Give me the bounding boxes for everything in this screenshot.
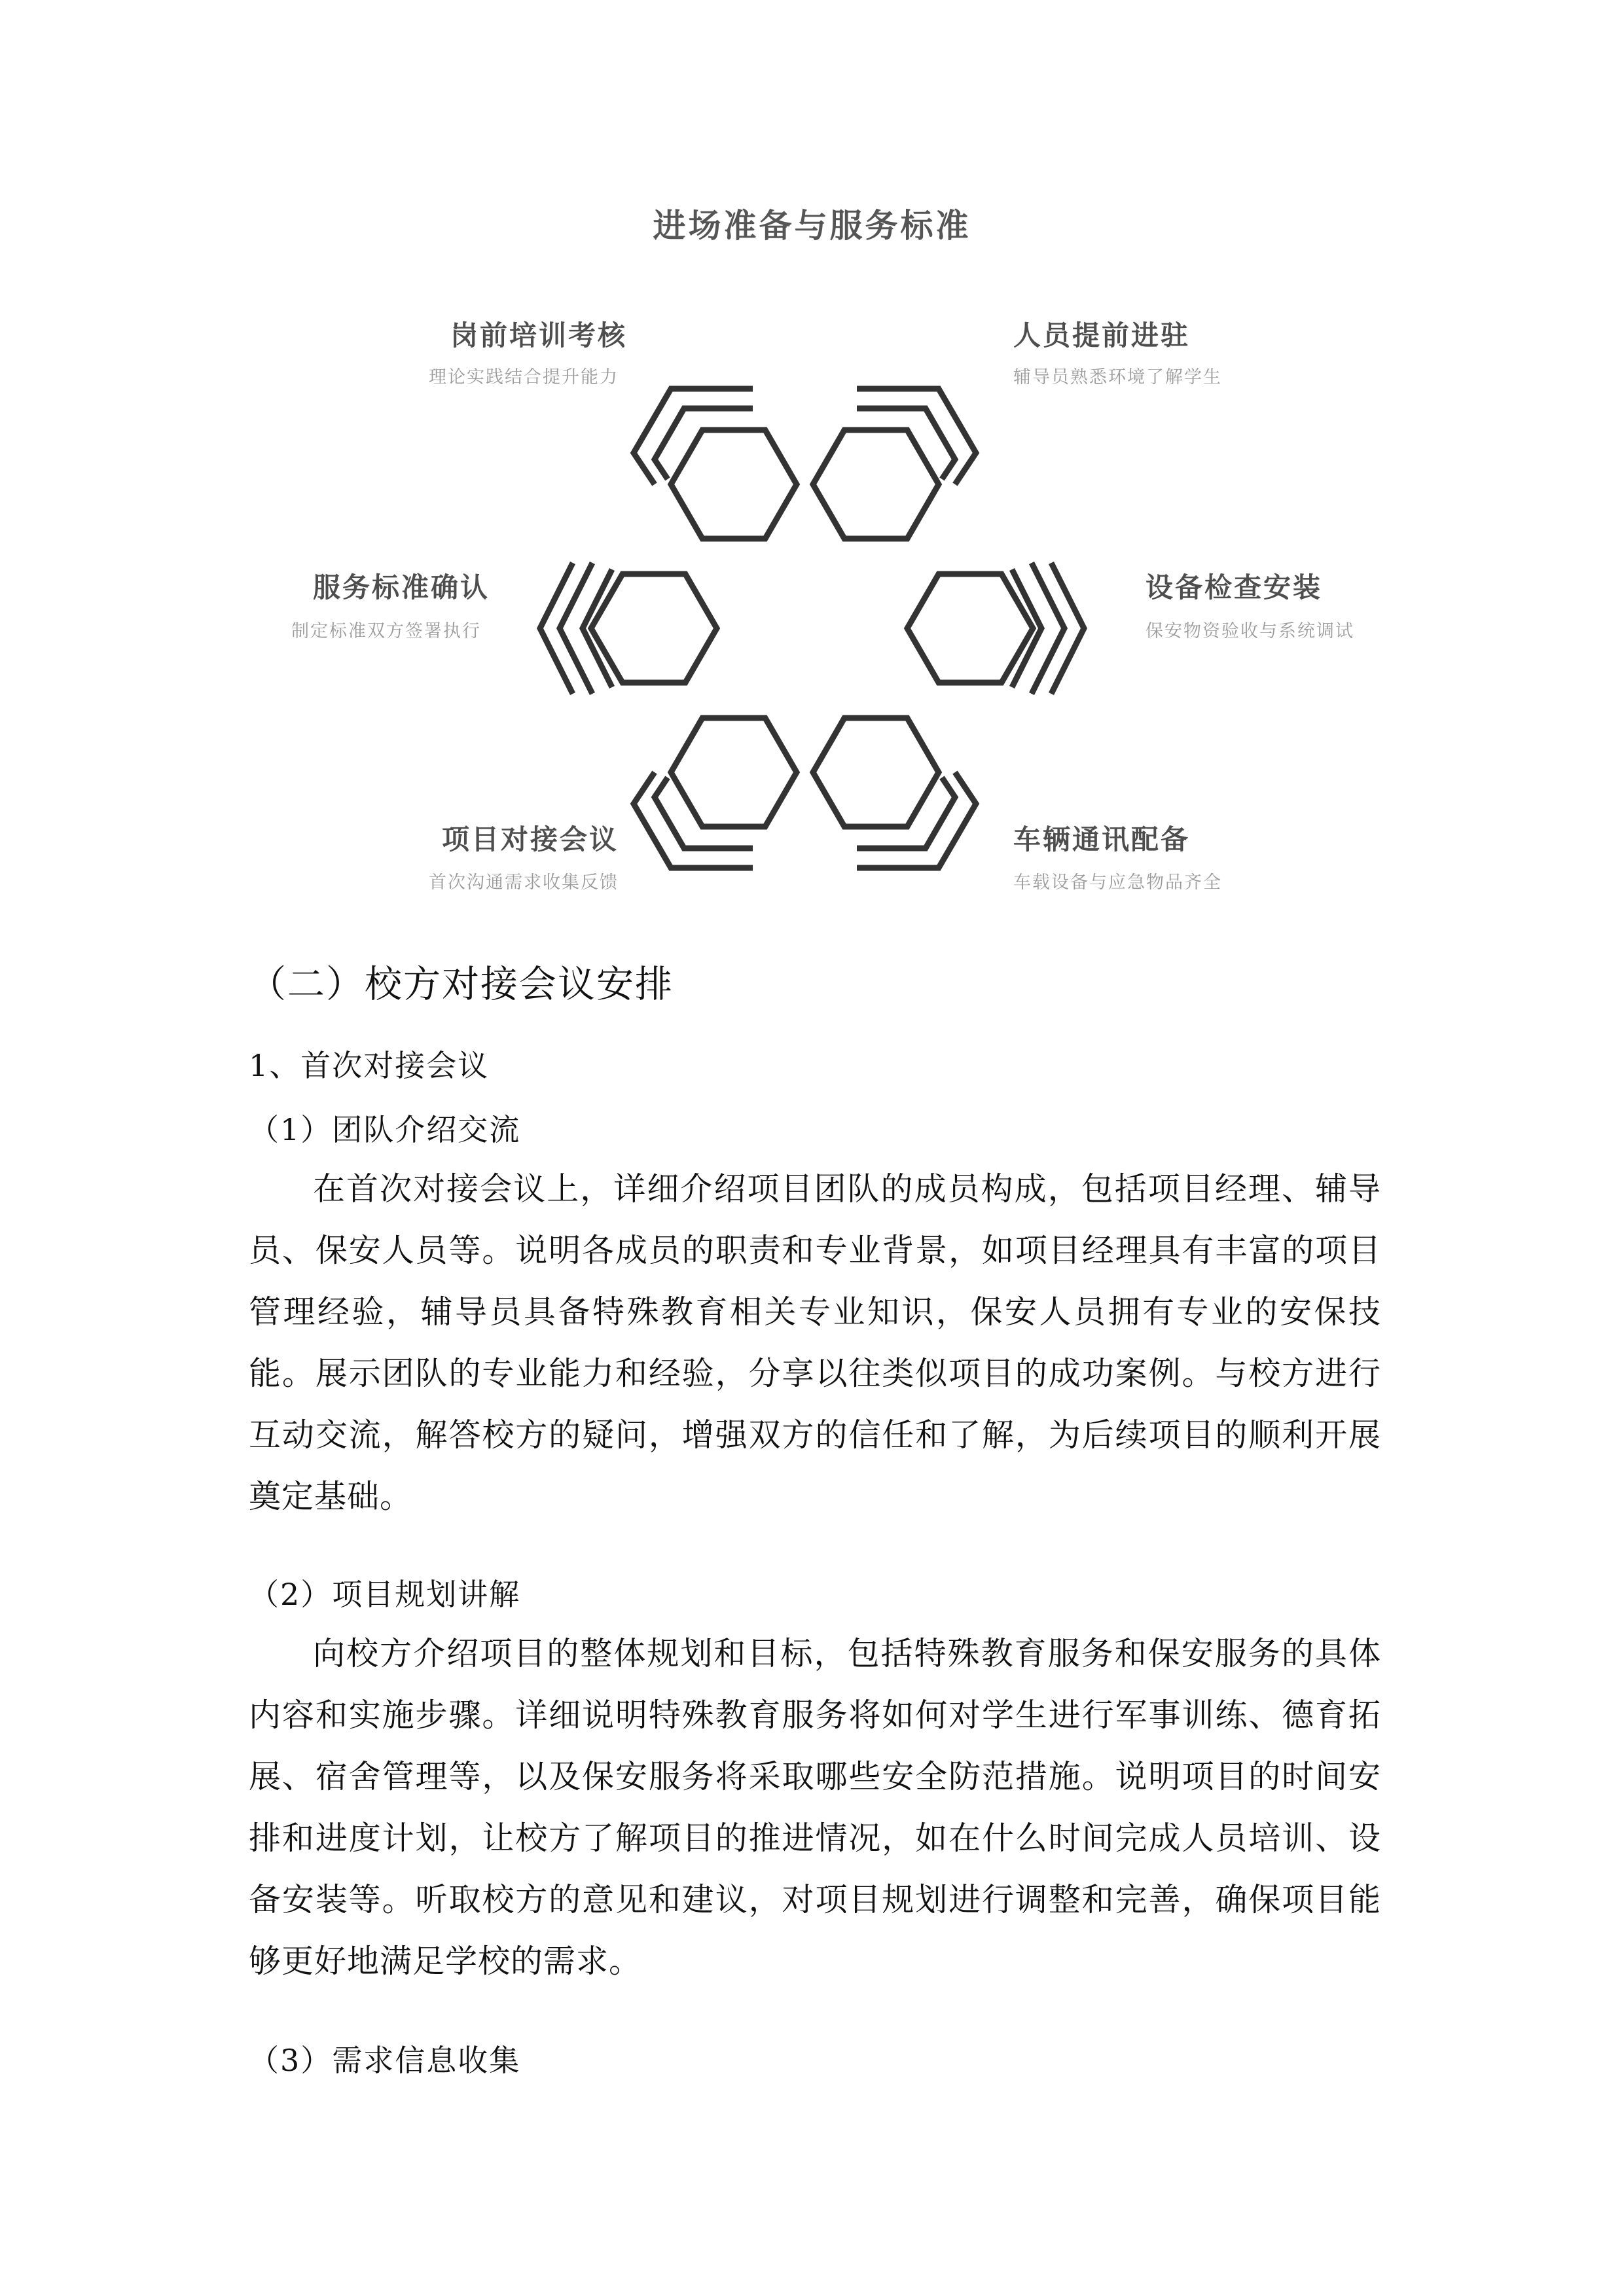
chevron-top-right-inner [857,408,955,479]
hexagon-top-left [671,430,797,539]
node-desc-equipment-check: 保安物资验收与系统调试 [1146,621,1354,641]
hexagon-top-right [813,430,939,539]
node-title-service-standard: 服务标准确认 [313,571,490,603]
paragraph-project-planning: 向校方介绍项目的整体规划和目标，包括特殊教育服务和保安服务的具体内容和实施步骤。详细说明特殊教育服务将如何对学生进行军事训练、德育拓展、宿舍管理等，以及保安服务将采取哪些安全防范措施。说明项目的时间安排和进度计划，让校方了解项目的推进情况，如在什么时间完成人员培训、设备安装等。听取校方的意见和建议，对项目规划进行调整和完善，确保项目能够更好地满足学校的需求。 [249,1635,1381,1980]
node-title-pre-job-training: 岗前培训考核 [450,319,628,351]
node-title-vehicle-communication: 车辆通讯配备 [1013,823,1191,855]
node-desc-staff-arrival: 辅导员熟悉环境了解学生 [1013,367,1222,387]
hexagon-bottom-left [671,718,797,827]
hexagon-bottom-right [813,718,939,827]
node-desc-project-meeting: 首次沟通需求收集反馈 [429,872,619,893]
section-heading: （二）校方对接会议安排 [249,963,674,1006]
hexagon-mid-right [907,574,1033,683]
hexagon-mid-left [591,574,717,683]
node-desc-vehicle-communication: 车载设备与应急物品齐全 [1013,872,1222,893]
chevron-mid-left-third [583,569,612,687]
node-desc-service-standard: 制定标准双方签署执行 [291,621,481,641]
node-title-staff-arrival: 人员提前进驻 [1013,319,1191,351]
diagram-title: 进场准备与服务标准 [653,207,971,245]
chevron-top-left-outer [634,389,753,484]
node-title-equipment-check: 设备检查安装 [1146,571,1323,603]
chevron-bottom-right-outer [857,772,976,868]
chevron-top-right-outer [857,389,976,484]
chevron-top-left-inner [655,408,753,479]
chevron-bottom-left-outer [634,772,753,868]
node-desc-pre-job-training: 理论实践结合提升能力 [429,367,619,387]
chevron-mid-right-third [1012,569,1041,687]
sub-heading-team-intro: （1）团队介绍交流 [249,1112,521,1147]
chevron-bottom-right-inner [857,778,955,848]
hexagon-diagram [0,0,1624,956]
node-title-project-meeting: 项目对接会议 [442,823,619,855]
paragraph-team-intro: 在首次对接会议上，详细介绍项目团队的成员构成，包括项目经理、辅导员、保安人员等。说明各成员的职责和专业背景，如项目经理具有丰富的项目管理经验，辅导员具备特殊教育相关专业知识，保安人员拥有专业的安保技能。展示团队的专业能力和经验，分享以往类似项目的成功案例。与校方进行互动交流，解答校方的疑问，增强双方的信任和了解，为后续项目的顺利开展奠定基础。 [249,1170,1381,1515]
sub-heading-requirement-collection: （3）需求信息收集 [249,2043,521,2078]
hexagon-graphic [0,0,1624,956]
item-heading-first-meeting: 1、首次对接会议 [249,1048,490,1083]
chevron-bottom-left-inner [655,778,753,848]
sub-heading-project-planning: （2）项目规划讲解 [249,1577,521,1612]
